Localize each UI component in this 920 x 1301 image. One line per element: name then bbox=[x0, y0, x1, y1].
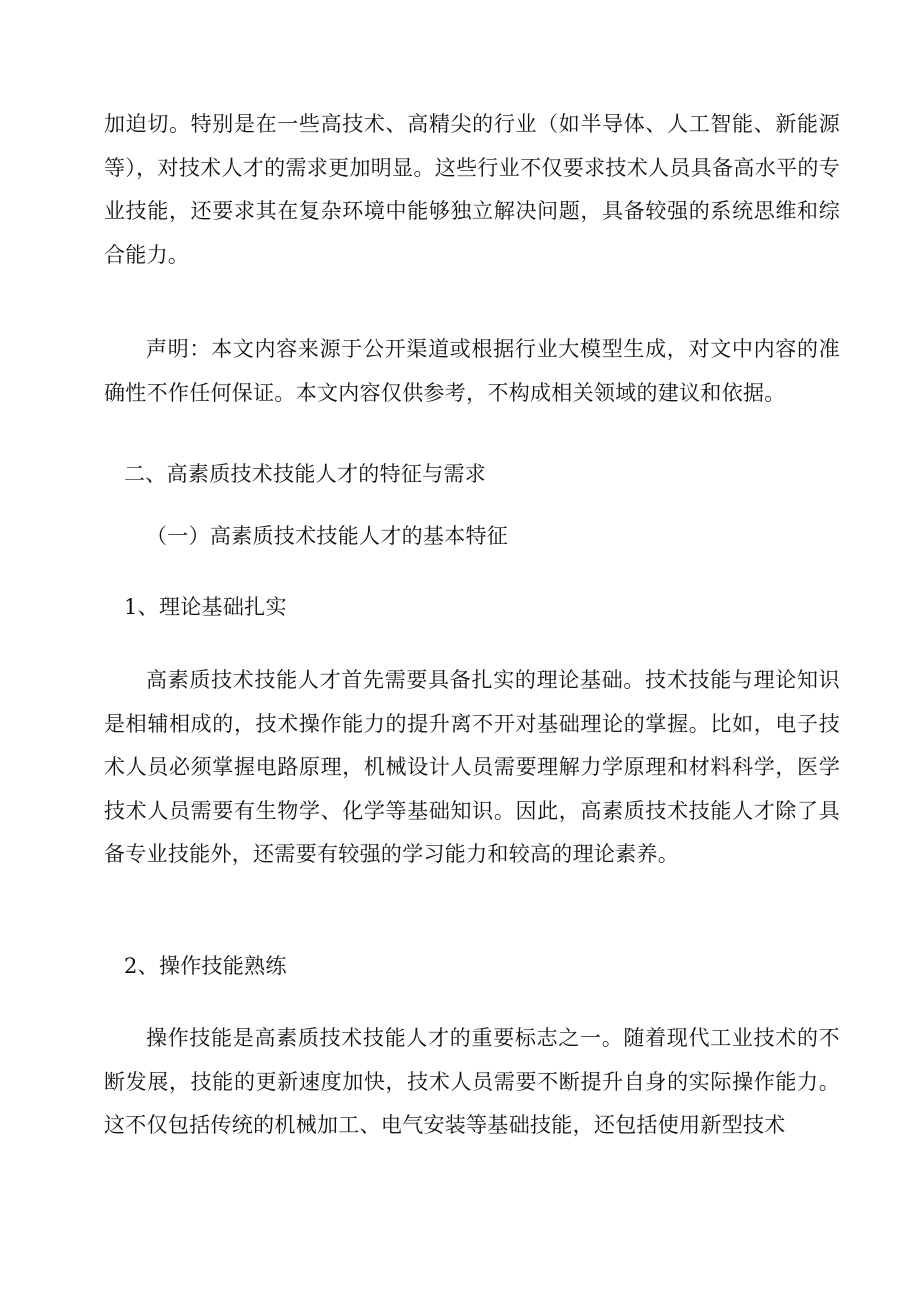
item1-heading: 1、理论基础扎实 bbox=[124, 595, 287, 619]
item2-heading: 2、操作技能熟练 bbox=[124, 954, 287, 978]
item1-paragraph: 高素质技术技能人才首先需要具备扎实的理论基础。技术技能与理论知识是相辅相成的，技术操作能力的提升离不开对基础理论的掌握。比如，电子技术人员必须掌握电路原理，机械设计人员需要理解力学原理和材料科学，医学技术人员需要有生物学、化学等基础知识。因此，高素质技术技能人才除了具备专业技能外，还需要有较强的学习能力和较高的理论素养。 bbox=[104, 668, 840, 866]
continuation-paragraph: 加迫切。特别是在一些高技术、高精尖的行业（如半导体、人工智能、新能源等），对技术人才的需求更加明显。这些行业不仅要求技术人员具备高水平的专业技能，还要求其在复杂环境中能够独立解决问题，具备较强的系统思维和综合能力。 bbox=[104, 112, 840, 267]
disclaimer-paragraph: 声明：本文内容来源于公开渠道或根据行业大模型生成，对文中内容的准确性不作任何保证。本文内容仅供参考，不构成相关领域的建议和依据。 bbox=[104, 337, 840, 405]
section-heading: 二、高素质技术技能人才的特征与需求 bbox=[124, 462, 487, 486]
item2-paragraph: 操作技能是高素质技术技能人才的重要标志之一。随着现代工业技术的不断发展，技能的更新速度加快，技术人员需要不断提升自身的实际操作能力。这不仅包括传统的机械加工、电气安装等基础技能，还包括使用新型技术 bbox=[104, 1026, 840, 1137]
subsection-heading: （一）高素质技术技能人才的基本特征 bbox=[146, 524, 509, 548]
